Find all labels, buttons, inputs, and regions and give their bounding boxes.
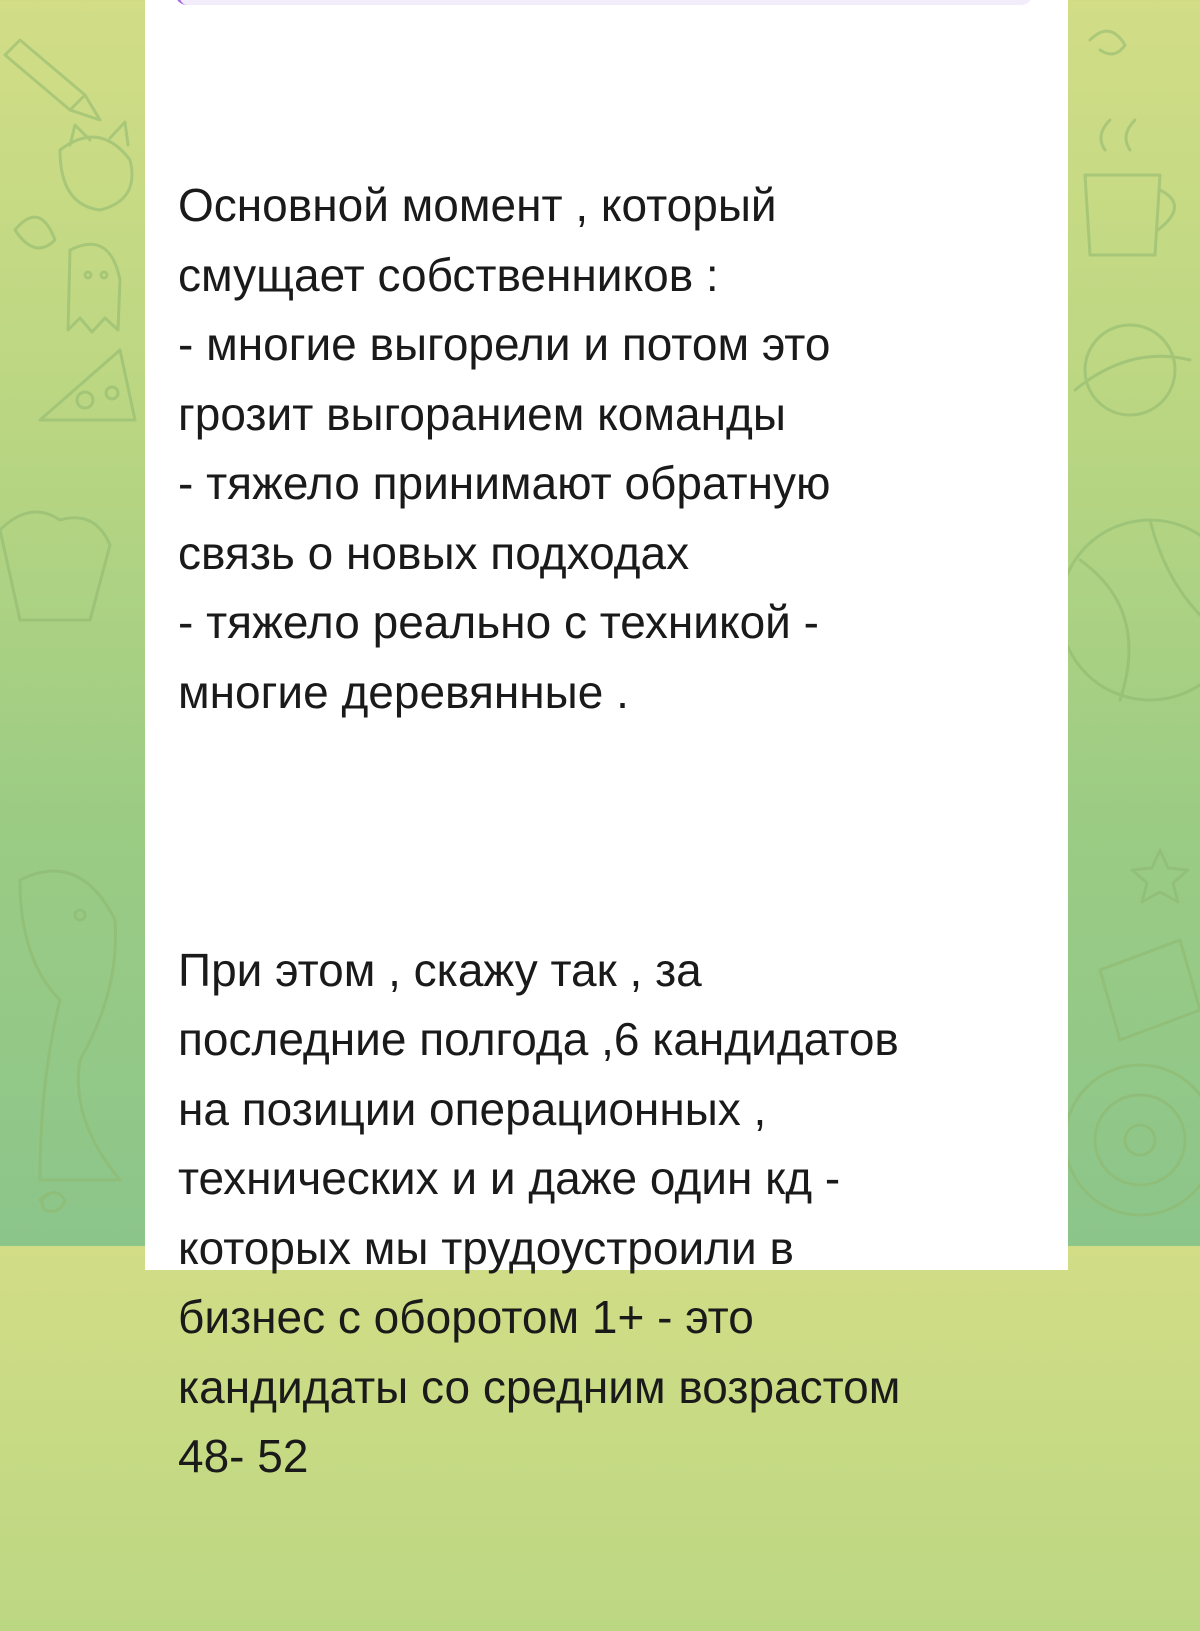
message-paragraph-2: При этом , скажу так , за последние полгода ,6 кандидатов на позиции операционных , технических и и даже один кд - которых мы трудоустроили в бизнес с оборотом 1+ - это кандидаты со средним возрастом 48- 52 bbox=[178, 943, 901, 1482]
doodle-ball-icon bbox=[1060, 520, 1200, 700]
doodle-target-icon bbox=[1065, 1065, 1200, 1215]
doodle-leaf-icon bbox=[15, 217, 55, 248]
doodle-pencil-icon bbox=[5, 40, 100, 120]
doodle-dino-icon bbox=[20, 871, 120, 1180]
doodle-ghost-icon bbox=[68, 244, 120, 332]
message-paragraph-1: Основной момент , который смущает собственников : - многие выгорели и потом это грозит выгоранием команды - тяжело принимают обратную связь о новых подходах - тяжело реально с техникой - многие деревянные . bbox=[178, 179, 831, 718]
doodle-cat-icon bbox=[60, 122, 132, 210]
doodle-swirl-icon bbox=[1090, 31, 1125, 54]
doodle-gift-icon bbox=[1100, 940, 1200, 1040]
doodle-cupcake-icon bbox=[0, 512, 110, 620]
doodle-star-icon bbox=[1132, 850, 1188, 902]
reply-quote-bar[interactable] bbox=[175, 0, 1033, 5]
doodle-spiral-icon bbox=[40, 1193, 65, 1212]
doodle-mug-icon bbox=[1085, 120, 1175, 255]
doodle-pizza-icon bbox=[40, 350, 135, 420]
message-text bbox=[178, 32, 1038, 1631]
doodle-planet-icon bbox=[1075, 325, 1190, 415]
message-bubble[interactable] bbox=[145, 0, 1068, 1482]
